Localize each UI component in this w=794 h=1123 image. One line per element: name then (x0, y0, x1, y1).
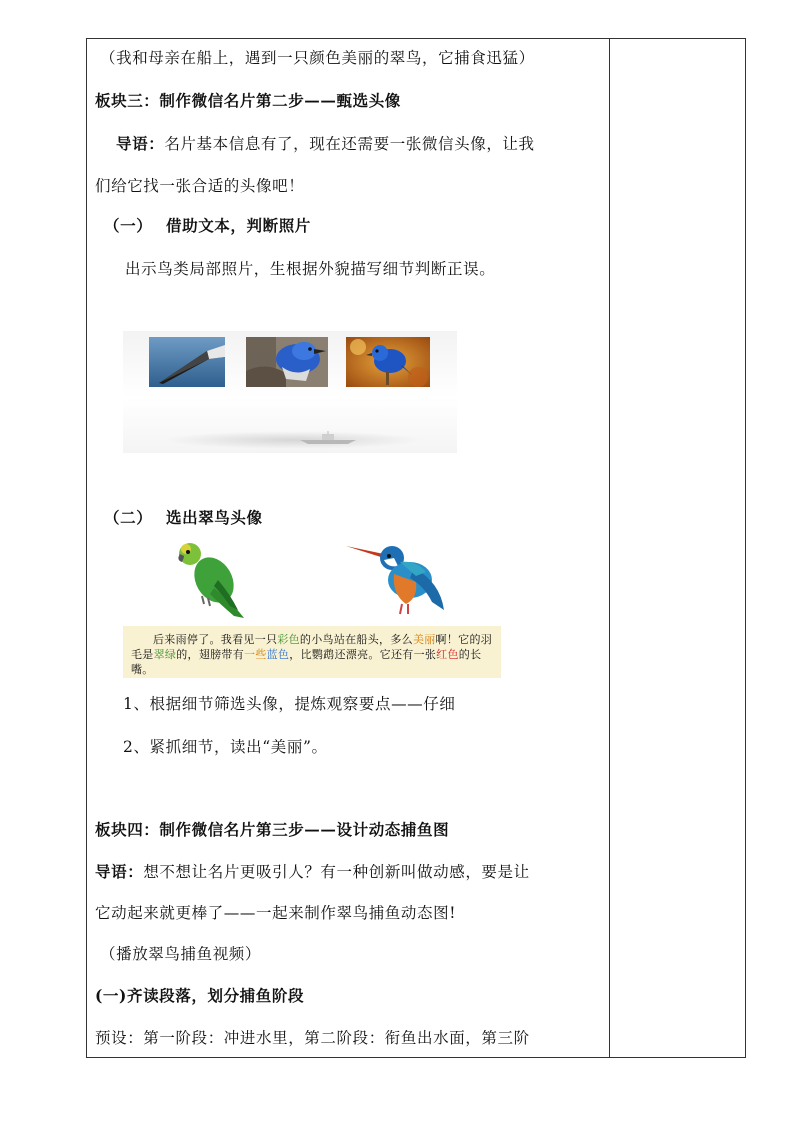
intro2-label: 导语： (95, 862, 144, 881)
blue-jay-photo (246, 337, 328, 387)
list-item-2: 2、紧抓细节，读出“美丽”。 (123, 738, 328, 756)
passage-highlight-emerald: 翠绿 (153, 648, 177, 661)
sub2-title: 选出翠鸟头像 (166, 508, 263, 527)
sub2-number: （二） (104, 508, 153, 527)
section4-title: 板块四：制作微信名片第三步——设计动态捕鱼图 (95, 820, 450, 839)
passage-part: 啊！它的羽毛是 (131, 633, 493, 661)
heron-beak-photo (149, 337, 225, 387)
passage-part: 多么 (390, 633, 413, 646)
intro2-text-a: 想不想让名片更吸引人？有一种创新叫做动感，要是让 (143, 863, 530, 881)
passage-part: 的，翅膀带有 (176, 648, 245, 661)
passage-text (131, 632, 493, 677)
passage-excerpt-box (123, 626, 501, 678)
sub1-title: 借助文本，判断照片 (166, 216, 311, 235)
indigo-bunting-photo (346, 337, 430, 387)
passage-part: ，比鹦鹉还漂亮。它还有一张 (289, 648, 437, 661)
list-item-1: 1、根据细节筛选头像，提炼观察要点——仔细 (123, 695, 456, 713)
intro2-line1 (95, 862, 530, 882)
intro2-line2: 它动起来就更棒了——一起来制作翠鸟捕鱼动态图! (95, 904, 457, 922)
passage-highlight-beautiful: 美丽 (412, 633, 436, 646)
passage-highlight-some: 一些 (244, 648, 267, 661)
green-parrot-image (174, 540, 248, 620)
passage-highlight-blue-1: 蓝 (266, 648, 278, 661)
passage-part: 的小鸟站在船头， (299, 633, 391, 646)
bird-photo-strip (123, 331, 457, 453)
passage-part: 后来雨停了。我看见一只 (153, 633, 278, 646)
intro1-line2: 们给它找一张合适的头像吧！ (95, 177, 305, 195)
preset-line: 预设：第一阶段：冲进水里，第二阶段：衔鱼出水面，第三阶 (95, 1029, 530, 1047)
intro1-line1 (116, 134, 535, 154)
boat-decoration (298, 431, 358, 445)
passage-part: 的长嘴。 (131, 648, 482, 676)
mist-decoration (163, 431, 423, 449)
table-column-divider (609, 38, 610, 1058)
section3-title: 板块三：制作微信名片第二步——甄选头像 (95, 91, 401, 110)
sub1-description: 出示鸟类局部照片，生根据外貌描写细节判断正误。 (125, 260, 496, 278)
context-line: （我和母亲在船上，遇到一只颜色美丽的翠鸟，它捕食迅猛） (100, 49, 535, 67)
intro1-text-a: 名片基本信息有了，现在还需要一张微信头像，让我 (164, 135, 535, 153)
passage-highlight-colorful: 彩色 (277, 633, 300, 646)
sub3-title: (一)齐读段落，划分捕鱼阶段 (95, 986, 305, 1005)
play-video-note: （播放翠鸟捕鱼视频） (100, 945, 262, 963)
intro1-label: 导语： (116, 134, 165, 153)
passage-highlight-blue-2: 色 (277, 648, 290, 661)
kingfisher-image (344, 538, 448, 618)
passage-highlight-red: 红色 (436, 648, 459, 661)
sub1-number: （一） (104, 216, 153, 235)
